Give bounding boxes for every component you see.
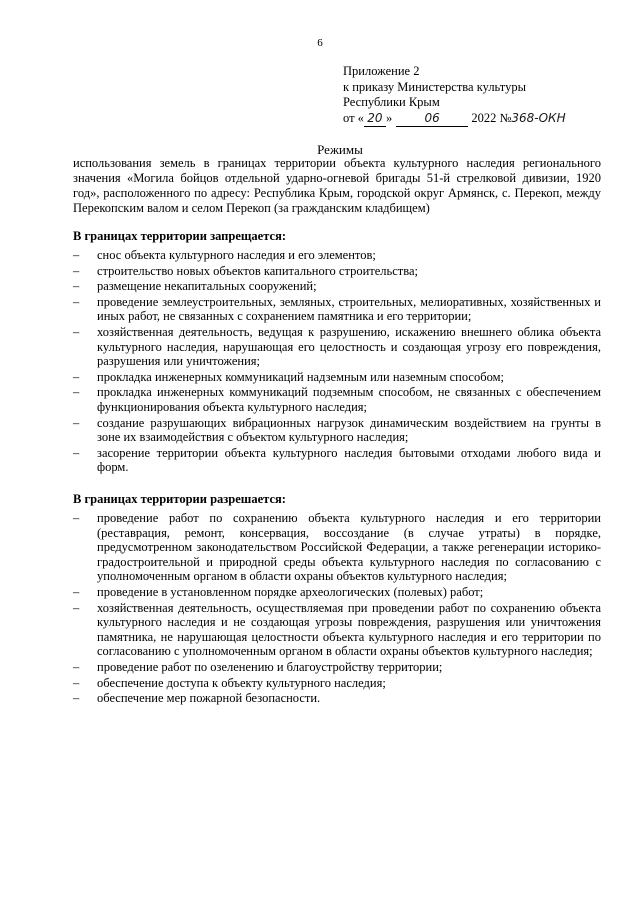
dash-marker: – — [73, 445, 80, 460]
list-item-text: строительство новых объектов капитального строительства; — [97, 263, 418, 278]
order-prefix: от « — [343, 110, 364, 125]
prohibited-list — [73, 248, 601, 475]
order-year: 2022 № — [471, 110, 512, 125]
list-item-text: проведение землеустроительных, земляных, строительных, мелиоративных, хозяйственных и иных работ, не связанных с сохранением памятника и его территории; — [97, 294, 601, 324]
list-item — [73, 691, 601, 706]
list-item — [73, 295, 601, 324]
list-item-text: засорение территории объекта культурного наследия бытовыми отходами любого вида и форм. — [97, 445, 601, 475]
dash-marker: – — [73, 369, 80, 384]
appendix-block — [343, 64, 571, 127]
dash-marker: – — [73, 511, 80, 525]
appendix-order-ref: к приказу Министерства культуры — [343, 79, 526, 94]
list-item — [73, 385, 601, 414]
list-item-text: проведение в установленном порядке археологических (полевых) работ; — [97, 584, 484, 599]
dash-marker: – — [73, 584, 80, 599]
allowed-heading: В границах территории разрешается: — [73, 492, 286, 506]
prohibited-heading: В границах территории запрещается: — [73, 229, 287, 243]
order-date-line — [343, 111, 571, 128]
list-item — [73, 248, 601, 263]
dash-marker: – — [73, 279, 80, 294]
order-month: 06 — [396, 111, 468, 128]
dash-marker: – — [73, 385, 80, 400]
list-item-text: хозяйственная деятельность, ведущая к разрушению, искажению внешнего облика объекта культурного наследия, нарушающая его целостность и создающая угрозу его повреждения, разрушения или уничтожения; — [97, 324, 601, 369]
order-day-suffix: » — [385, 110, 393, 125]
list-item-text: обеспечение доступа к объекту культурного наследия; — [97, 675, 386, 690]
page-number: 6 — [317, 37, 323, 49]
list-item-text: размещение некапитальных сооружений; — [97, 279, 317, 294]
dash-marker: – — [73, 659, 80, 674]
allowed-list — [73, 511, 601, 706]
order-day: 20 — [364, 111, 386, 128]
dash-marker: – — [73, 415, 80, 430]
appendix-region: Республики Крым — [343, 95, 440, 109]
prohibited-section — [73, 229, 601, 476]
dash-marker: – — [73, 600, 80, 615]
dash-marker: – — [73, 263, 80, 278]
order-number: 368-ОКН — [511, 110, 566, 125]
dash-marker: – — [73, 675, 80, 690]
list-item — [73, 676, 601, 691]
list-item — [73, 325, 601, 369]
list-item — [73, 370, 601, 385]
list-item — [73, 264, 601, 279]
list-item-text: проведение работ по озеленению и благоустройству территории; — [97, 659, 443, 674]
allowed-section — [73, 492, 601, 707]
list-item — [73, 585, 601, 600]
dash-marker: – — [73, 248, 80, 262]
document-subtitle: использования земель в границах территории объекта культурного наследия регионального значения «Могила бойцов отдельной ударно-огневой бригады 51-й стрелковой дивизии, 1920 год», расположенного по адресу: Республика Крым, городской округ Армянск, с. Перекоп, между Перекопским валом и селом Перекоп (за гражданским кладбищем) — [73, 156, 601, 215]
list-item-text: снос объекта культурного наследия и его элементов; — [97, 248, 376, 262]
dash-marker: – — [73, 691, 80, 706]
document-title: Режимы — [317, 142, 363, 157]
list-item — [73, 511, 601, 584]
dash-marker: – — [73, 294, 80, 309]
list-item-text: прокладка инженерных коммуникаций подземным способом, не связанных с обеспечением функционирования объекта культурного наследия; — [97, 385, 601, 414]
list-item-text: обеспечение мер пожарной безопасности. — [97, 691, 321, 706]
list-item — [73, 416, 601, 445]
appendix-title: Приложение 2 — [343, 64, 420, 78]
list-item-text: прокладка инженерных коммуникаций надземным или наземным способом; — [97, 369, 504, 384]
list-item — [73, 601, 601, 659]
list-item-text: создание разрушающих вибрационных нагрузок динамическим воздействием на грунты в зоне их взаимодействия с объектом культурного наследия; — [97, 415, 601, 445]
list-item-text: хозяйственная деятельность, осуществляемая при проведении работ по сохранению объекта культурного наследия и не создающая угрозы повреждения, разрушения или уничтожения памятника, не нарушающая целостности объекта культурного наследия и его территории по согласованию с уполномоченным органом в области охраны объектов культурного наследия; — [97, 600, 601, 659]
dash-marker: – — [73, 324, 80, 339]
list-item — [73, 446, 601, 475]
list-item-text: проведение работ по сохранению объекта культурного наследия и его территории (реставрация, ремонт, консервация, воссоздание (в случае утраты) в порядке, предусмотренном законодательством Российской Федерации, а также регенерации историко-градостроительной и природной среды объекта культурного наследия по согласованию с уполномоченным органом в области охраны объектов культурного наследия; — [97, 511, 601, 584]
list-item — [73, 660, 601, 675]
list-item — [73, 279, 601, 294]
